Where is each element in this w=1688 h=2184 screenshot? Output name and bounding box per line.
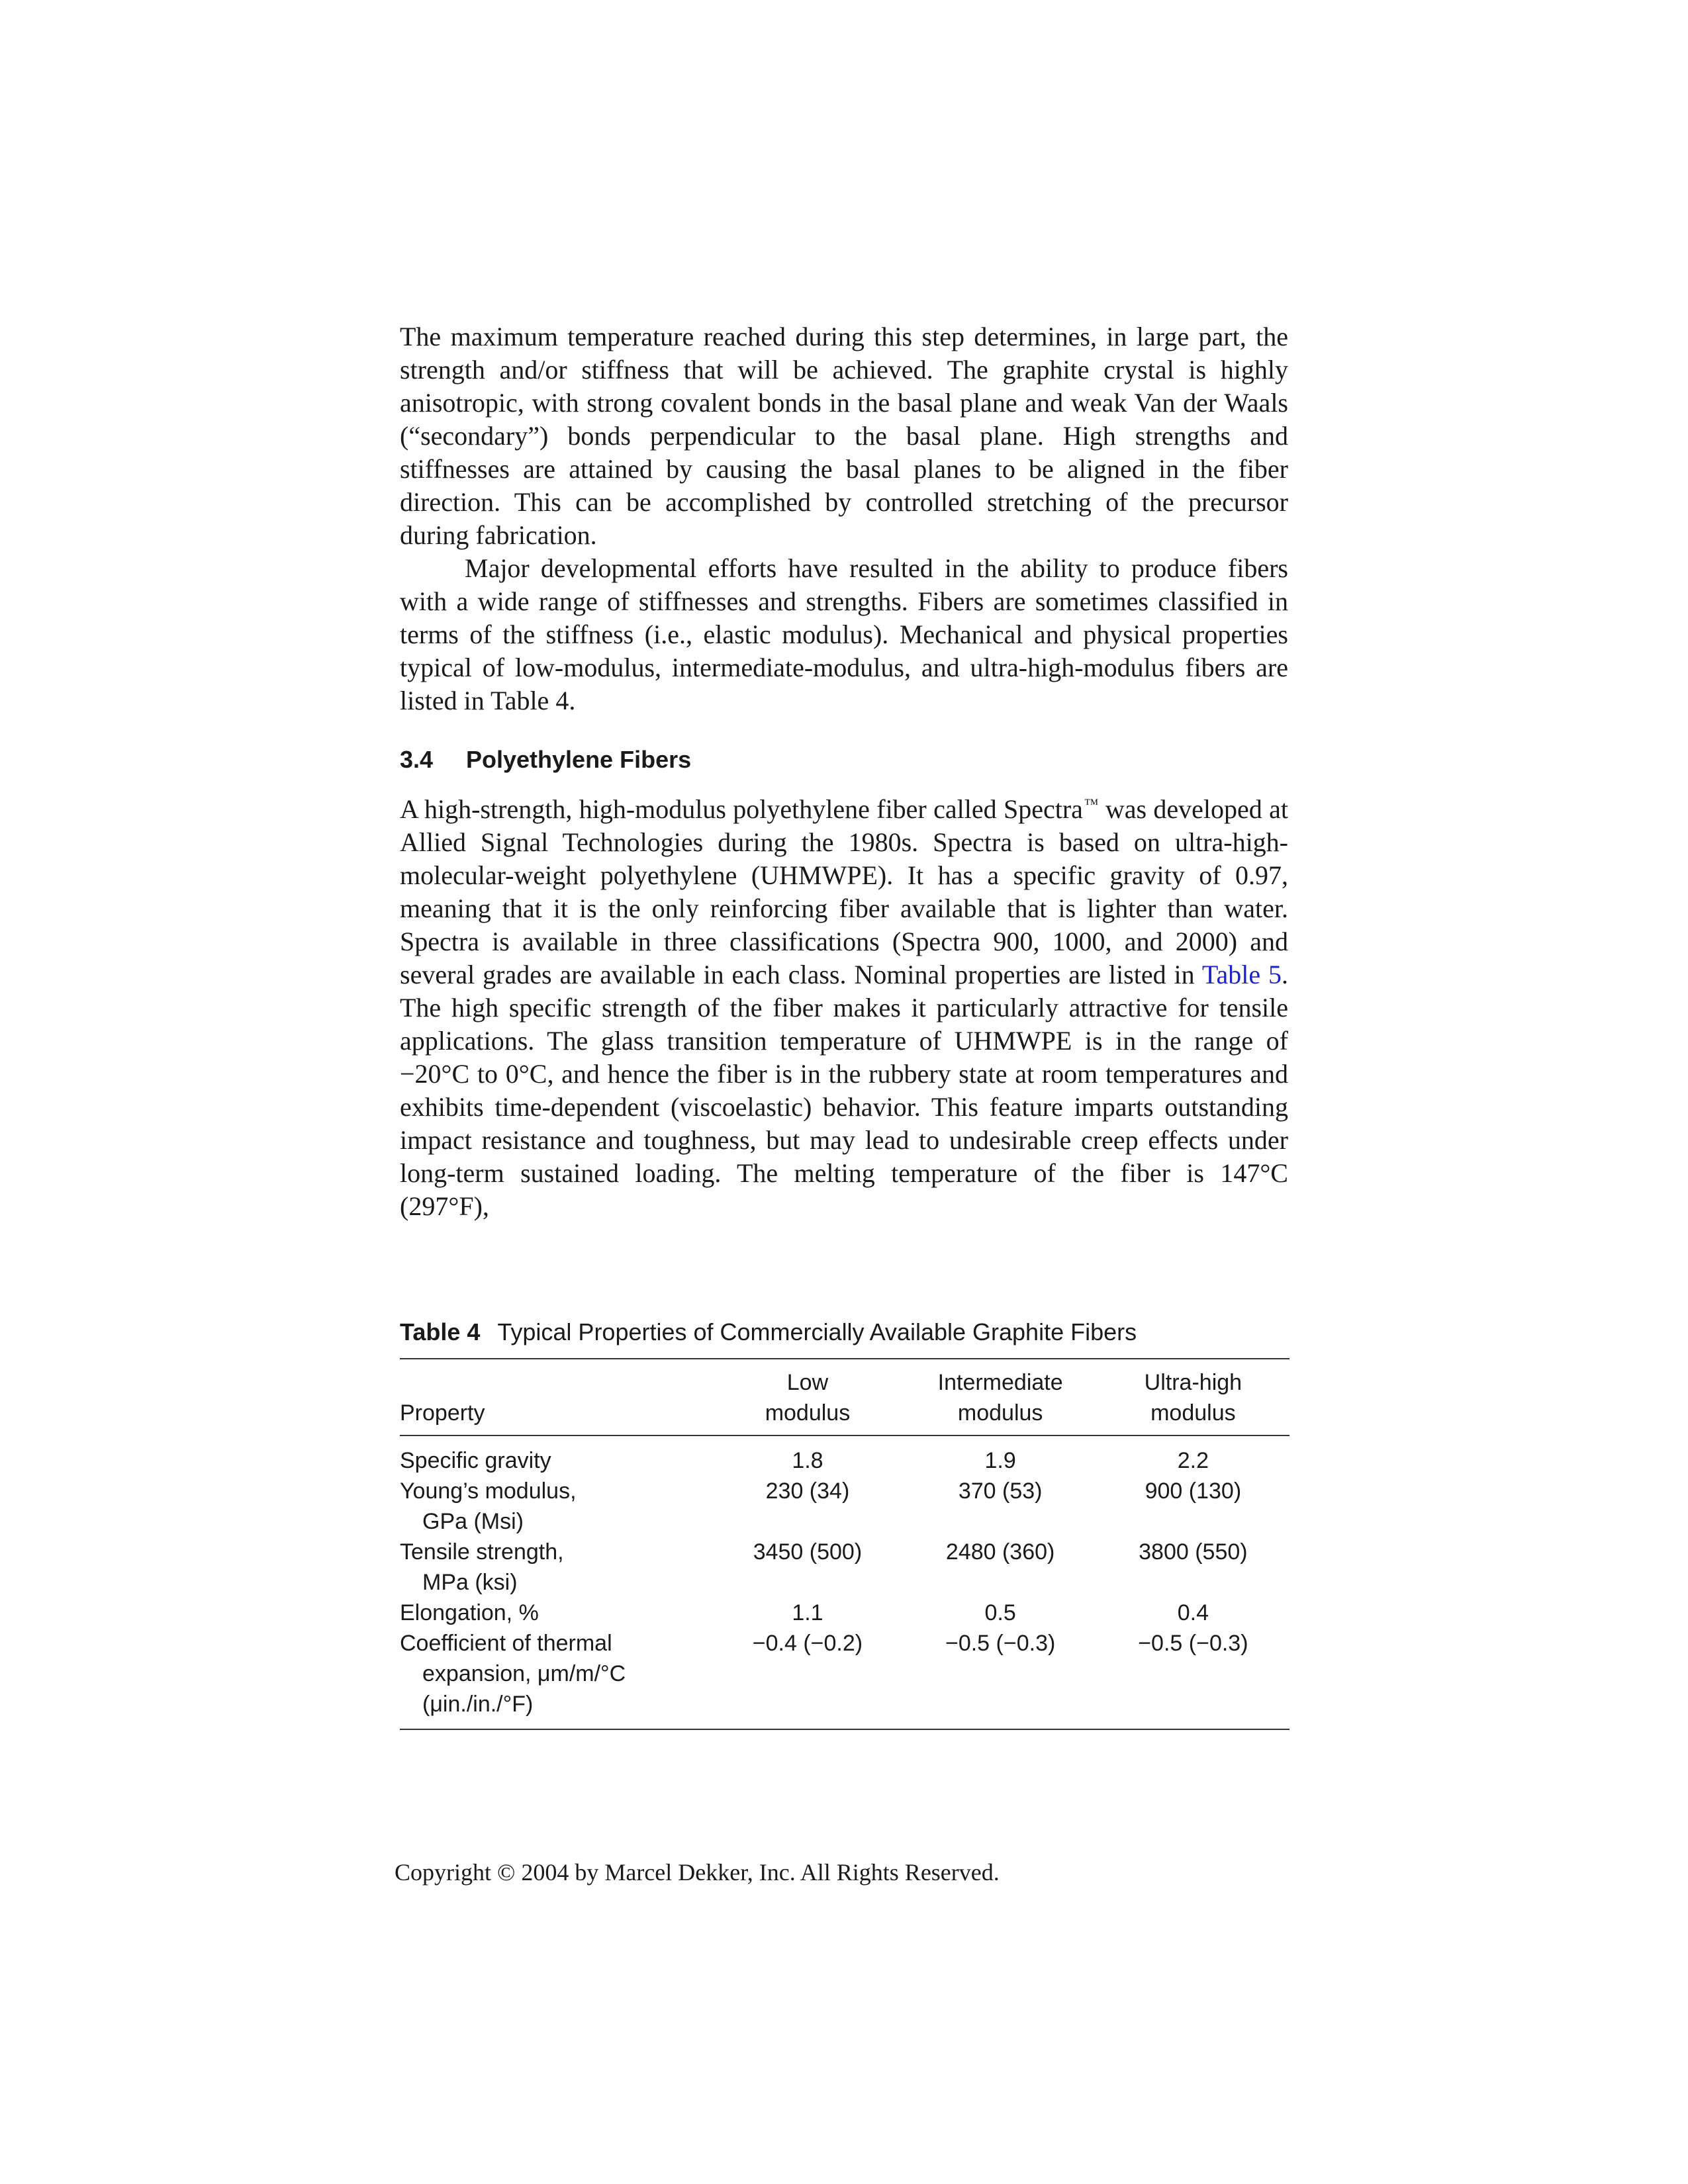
row-property [400, 1436, 711, 1476]
header-ultra-high-modulus [1097, 1359, 1289, 1435]
cell-intermediate: 0.5 [984, 1600, 1016, 1625]
paragraph-text: was developed at Allied Signal Technologies during the 1980s. Spectra is based on ultra-high-molecular-weight polyethylene (UHMWPE). It has a specific gravity of 0.97, meaning that it is the only reinforcing fiber available that is lighter than water. Spectra is available in three classifications (Spectra 900, 1000, and 2000) and several grades are available in each class. Nominal properties are listed in [400, 794, 1288, 989]
table-caption [400, 1317, 1289, 1347]
table-row [400, 1537, 1289, 1598]
cell-intermediate: −0.5 (−0.3) [945, 1631, 1056, 1656]
trademark-symbol: ™ [1084, 795, 1099, 812]
body-text [400, 320, 1288, 1223]
cell-intermediate: 2480 (360) [945, 1539, 1055, 1565]
header-line: Low [786, 1370, 829, 1395]
table-header-row [400, 1359, 1289, 1435]
cell-intermediate: 370 (53) [958, 1479, 1043, 1504]
table-row [400, 1598, 1289, 1628]
cell-ultra-high: −0.5 (−0.3) [1138, 1631, 1248, 1656]
property-name: Tensile strength, [400, 1539, 564, 1565]
property-unit: GPa (Msi) [422, 1509, 524, 1534]
table-label: Table 4 [400, 1318, 481, 1345]
section-heading [400, 744, 1288, 776]
table-row [400, 1436, 1289, 1476]
paragraph [400, 793, 1288, 1223]
paragraph: The maximum temperature reached during this step determines, in large part, the strength and/or stiffness that will be achieved. The graphite crystal is highly anisotropic, with strong covalent bonds in the basal plane and weak Van der Waals (“secondary”) bonds perpendicular to the basal plane. High strengths and stiffnesses are attained by causing the basal planes to be aligned in the fiber direction. This can be accomplished by controlled stretching of the precursor during fabrication. [400, 322, 1288, 550]
header-line: modulus [1150, 1400, 1236, 1426]
property-name: Coefficient of thermal [400, 1631, 612, 1656]
paragraph: Major developmental efforts have resulted in the ability to produce fibers with a wide range of stiffnesses and strengths. Fibers are sometimes classified in terms of the stiffness (i.e., elastic modulus). Mechanical and physical properties typical of low-modulus, intermediate-modulus, and ultra-high-modulus fibers are listed in Table 4. [400, 553, 1288, 715]
table-row [400, 1476, 1289, 1537]
properties-table [400, 1359, 1289, 1729]
table-4 [400, 1317, 1289, 1730]
row-property [400, 1598, 711, 1628]
header-line: modulus [957, 1400, 1043, 1426]
row-property [400, 1476, 711, 1537]
cell-intermediate: 1.9 [984, 1448, 1016, 1473]
cell-low: −0.4 (−0.2) [752, 1631, 863, 1656]
section-title: Polyethylene Fibers [466, 746, 692, 773]
property-unit: MPa (ksi) [422, 1570, 518, 1595]
cell-low: 1.8 [792, 1448, 823, 1473]
row-property [400, 1537, 711, 1598]
copyright-notice: Copyright © 2004 by Marcel Dekker, Inc. All Rights Reserved. [395, 1859, 1000, 1886]
paragraph-text: . The high specific strength of the fiber makes it particularly attractive for tensile applications. The glass transition temperature of UHMWPE is in the range of −20°C to 0°C, and hence the fiber is in the rubbery state at room temperatures and exhibits time-dependent (viscoelastic) behavior. This feature imparts outstanding impact resistance and toughness, but may lead to undesirable creep effects under long-term sustained loading. The melting temperature of the fiber is 147°C (297°F), [400, 960, 1288, 1221]
header-property: Property [400, 1400, 485, 1426]
cell-ultra-high: 0.4 [1177, 1600, 1209, 1625]
cell-ultra-high: 3800 (550) [1139, 1539, 1248, 1565]
section-number: 3.4 [400, 746, 434, 773]
cell-ultra-high: 900 (130) [1145, 1479, 1242, 1504]
header-intermediate-modulus [904, 1359, 1097, 1435]
cell-low: 1.1 [792, 1600, 823, 1625]
cell-low: 3450 (500) [753, 1539, 863, 1565]
property-unit: expansion, μm/m/°C [422, 1661, 626, 1686]
header-line: Ultra-high [1144, 1370, 1243, 1395]
header-line: Intermediate [937, 1370, 1063, 1395]
paragraph-text: A high-strength, high-modulus polyethylene fiber called Spectra [400, 794, 1083, 824]
cell-ultra-high: 2.2 [1177, 1448, 1209, 1473]
property-name: Young’s modulus, [400, 1479, 577, 1504]
table-row [400, 1628, 1289, 1729]
header-low-modulus [711, 1359, 904, 1435]
table-title: Typical Properties of Commercially Available Graphite Fibers [497, 1318, 1137, 1345]
cell-low: 230 (34) [765, 1479, 850, 1504]
property-unit: (μin./in./°F) [422, 1692, 534, 1717]
table-5-link[interactable]: Table 5 [1201, 960, 1282, 989]
property-name: Specific gravity [400, 1448, 551, 1473]
table-rule-bottom [400, 1729, 1289, 1730]
row-property [400, 1628, 711, 1729]
property-name: Elongation, % [400, 1600, 539, 1625]
header-line: modulus [765, 1400, 851, 1426]
